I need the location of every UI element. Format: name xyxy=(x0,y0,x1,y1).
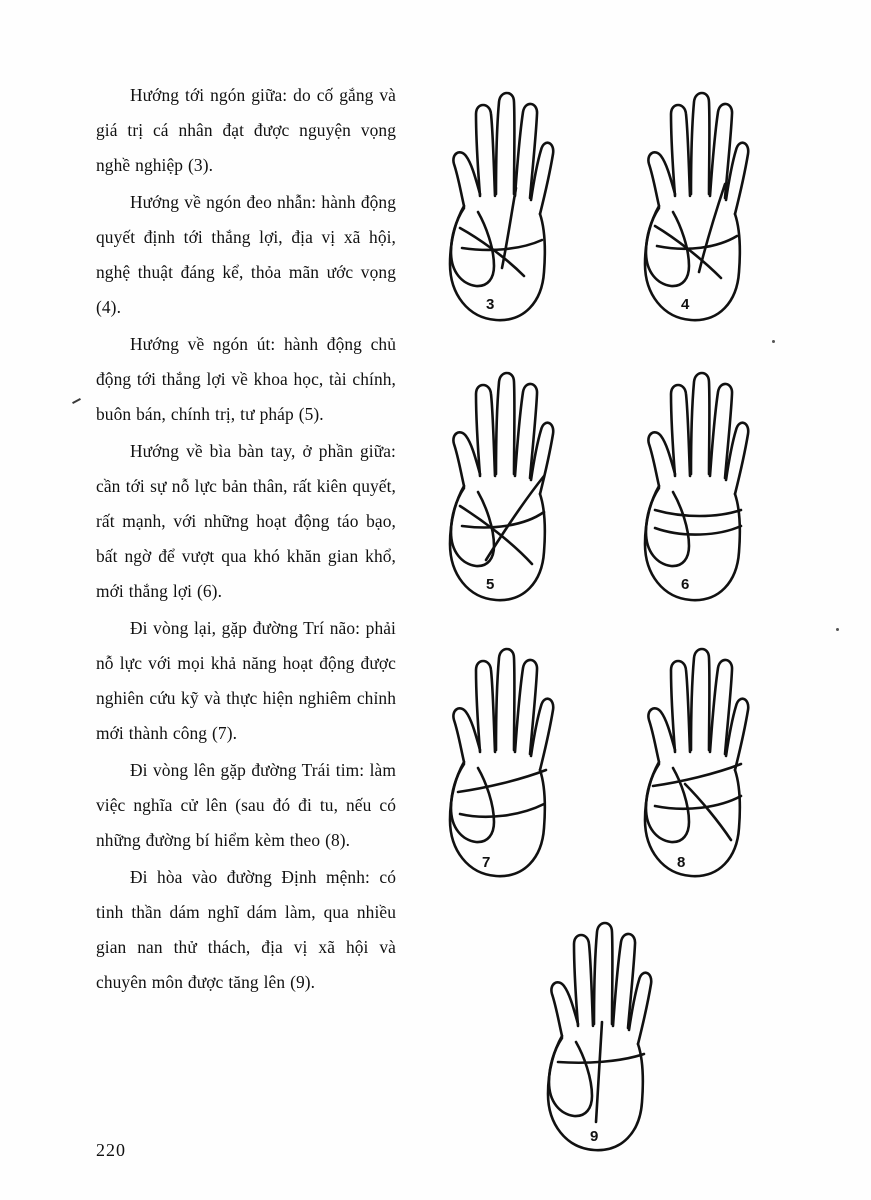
hand-diagram-6 xyxy=(615,360,775,610)
page-number: 220 xyxy=(96,1140,126,1160)
hand-diagram-4 xyxy=(615,80,775,330)
hand-diagram-8 xyxy=(615,636,775,886)
hand-diagram-column xyxy=(410,70,830,1145)
hand-diagram-3 xyxy=(420,80,580,330)
figure-label: 6 xyxy=(681,576,690,593)
figure-label: 4 xyxy=(681,296,690,313)
paragraph: Hướng tới ngón giữa: do cố gắng và giá trị cá nhân đạt được nguyện vọng nghề nghiệp (3). xyxy=(96,85,396,175)
figure-label: 3 xyxy=(486,296,495,313)
paragraph: Hướng về bìa bàn tay, ở phần giữa: cần tới sự nỗ lực bản thân, rất kiên quyết, rất mạnh, với những hoạt động táo bạo, bất ngờ để vượt qua khó khăn gian khổ, mới thắng lợi (6). xyxy=(96,441,396,601)
figure-label: 5 xyxy=(486,576,495,593)
figure-label: 9 xyxy=(590,1128,599,1145)
hand-diagram-5 xyxy=(420,360,580,610)
figure-label: 8 xyxy=(677,854,686,871)
paragraph: Hướng về ngón đeo nhẫn: hành động quyết định tới thắng lợi, địa vị xã hội, nghệ thuật đáng kể, thỏa mãn ước vọng (4). xyxy=(96,192,396,317)
scan-artifact-dot xyxy=(836,628,839,631)
hand-diagram-9 xyxy=(518,910,678,1160)
paragraph: Đi vòng lên gặp đường Trái tim: làm việc nghĩa cử lên (sau đó đi tu, nếu có những đường bí hiểm kèm theo (8). xyxy=(96,760,396,850)
paragraph: Đi hòa vào đường Định mệnh: có tinh thần dám nghĩ dám làm, qua nhiều gian nan thử thách, địa vị xã hội và chuyên môn được tăng lên (9). xyxy=(96,867,396,992)
paragraph: Đi vòng lại, gặp đường Trí não: phải nỗ lực với mọi khả năng hoạt động được nghiên cứu kỹ và thực hiện nghiêm chỉnh mới thành công (7). xyxy=(96,618,396,743)
figure-label: 7 xyxy=(482,854,491,871)
paragraph: Hướng về ngón út: hành động chủ động tới thắng lợi về khoa học, tài chính, buôn bán, chính trị, tư pháp (5). xyxy=(96,334,396,424)
scan-artifact-mark xyxy=(72,398,81,404)
hand-diagram-7 xyxy=(420,636,580,886)
body-text-column xyxy=(96,78,396,1000)
